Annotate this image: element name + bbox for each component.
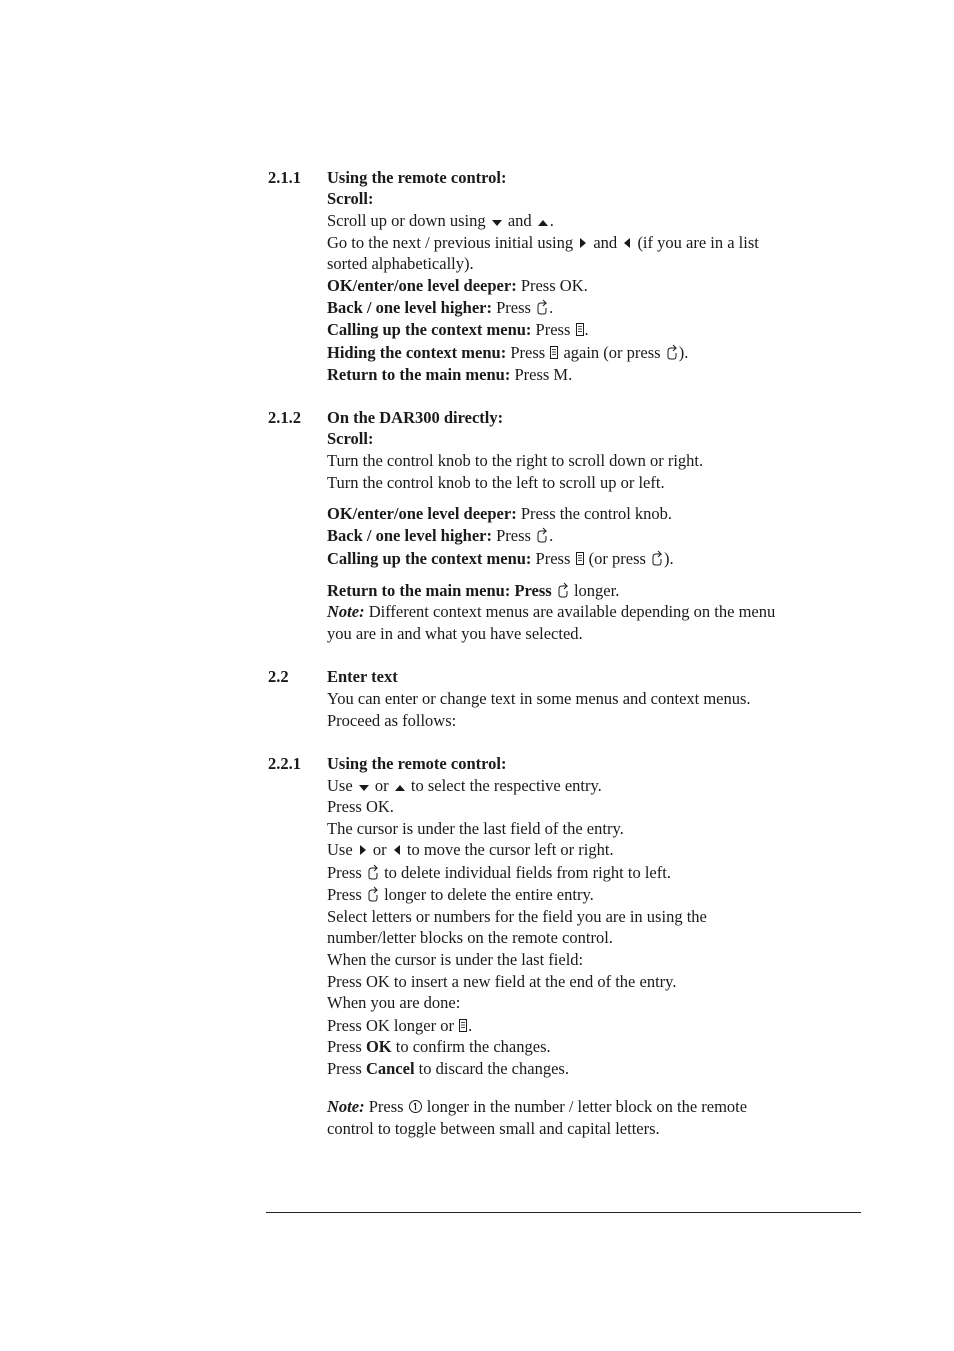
note-text: Different context menus are available depending on the menu — [368, 602, 776, 621]
main-end: longer. — [573, 581, 620, 600]
triangle-left-icon — [391, 843, 403, 857]
sorted-line: sorted alphabetically). — [327, 254, 474, 273]
select-letters-line: Select letters or numbers for the field you are in using the — [327, 907, 707, 926]
scroll-label: Scroll: — [327, 189, 374, 208]
ok-line — [327, 276, 588, 296]
section-heading — [327, 754, 506, 774]
main-text: Press M. — [514, 365, 573, 384]
hide-label: Hiding the context menu: — [327, 343, 507, 362]
ok-longer-text: Press OK longer or — [327, 1016, 454, 1035]
heading-text: On the DAR300 directly: — [327, 408, 504, 427]
press-text: Press — [496, 298, 531, 317]
back-hand-icon — [556, 582, 570, 598]
period: . — [549, 526, 554, 545]
main-menu-line — [327, 581, 619, 601]
back-hand-icon — [366, 864, 380, 880]
note-line-2: control to toggle between small and capital letters. — [327, 1119, 660, 1138]
or-text: or — [374, 776, 389, 795]
context-mid: (or press — [588, 549, 646, 568]
ok-label: OK/enter/one level deeper: — [327, 504, 517, 523]
ok-text: Press the control knob. — [520, 504, 673, 523]
select-entry-line — [327, 776, 602, 796]
and-text: and — [593, 233, 618, 252]
press-text: Press — [535, 320, 571, 339]
confirm-line — [327, 1037, 551, 1057]
scroll-label-line — [327, 429, 373, 449]
delete-fields-line — [327, 863, 671, 883]
delete-entry-line — [327, 885, 594, 905]
context-line — [327, 320, 589, 340]
context-menu-icon — [549, 345, 559, 360]
press-ok-line: Press OK. — [327, 797, 394, 816]
main-menu-line — [327, 365, 572, 385]
footer-rule — [266, 1212, 861, 1213]
note-line — [327, 1097, 747, 1117]
scroll-text: Scroll up or down using — [327, 211, 486, 230]
triangle-up-icon — [536, 218, 550, 228]
context-menu-icon — [458, 1018, 468, 1033]
hide-context-line — [327, 343, 688, 363]
discard-line — [327, 1059, 569, 1079]
select-end: to select the respective entry. — [410, 776, 602, 795]
back-hand-icon — [366, 886, 380, 902]
cancel-word: Cancel — [365, 1059, 415, 1078]
confirm-text: to confirm the changes. — [395, 1037, 551, 1056]
section-number: 2.1.1 — [268, 168, 301, 187]
heading-text: Using the remote control: — [327, 168, 507, 187]
section-heading — [327, 168, 506, 188]
use-text: Use — [327, 776, 353, 795]
press-text: Press — [496, 526, 531, 545]
context-menu-icon — [575, 322, 585, 337]
delete-entry-text: longer to delete the entire entry. — [384, 885, 594, 904]
press-text: Press — [510, 343, 546, 362]
insert-line: Press OK to insert a new field at the end of the entry. — [327, 972, 677, 991]
section-heading — [327, 408, 503, 428]
section-heading — [327, 667, 398, 687]
period: . — [549, 298, 554, 317]
heading-text: Enter text — [327, 667, 398, 686]
back-line — [327, 298, 553, 318]
heading-text: Using the remote control: — [327, 754, 507, 773]
press-text: Press — [368, 1097, 404, 1116]
note-label: Note: — [327, 602, 365, 621]
select-letters-line-2: number/letter blocks on the remote control. — [327, 928, 613, 947]
section-number: 2.2.1 — [268, 754, 301, 773]
section-number: 2.1.2 — [268, 408, 301, 427]
delete-fields-text: to delete individual fields from right to left. — [384, 863, 671, 882]
hide-end: ). — [678, 343, 689, 362]
note-line-2: you are in and what you have selected. — [327, 624, 583, 643]
back-line — [327, 526, 553, 546]
when-cursor-line: When the cursor is under the last field: — [327, 950, 584, 969]
use-text: Use — [327, 840, 353, 859]
note-text: longer in the number / letter block on the remote — [426, 1097, 748, 1116]
period: . — [468, 1016, 473, 1035]
note-line — [327, 602, 775, 622]
back-hand-icon — [650, 550, 664, 566]
press-text: Press — [327, 1037, 362, 1056]
intro-line: You can enter or change text in some menus and context menus. — [327, 689, 751, 708]
scroll-line — [327, 211, 554, 231]
ok-text: Press OK. — [520, 276, 588, 295]
back-hand-icon — [535, 299, 549, 315]
context-label: Calling up the context menu: — [327, 549, 532, 568]
context-line — [327, 549, 674, 569]
context-label: Calling up the context menu: — [327, 320, 532, 339]
back-hand-icon — [665, 344, 679, 360]
intro-line-2: Proceed as follows: — [327, 711, 457, 730]
triangle-right-icon — [357, 843, 369, 857]
note-label: Note: — [327, 1097, 365, 1116]
context-menu-icon — [575, 551, 585, 566]
and-text: and — [507, 211, 532, 230]
circled-one-icon — [408, 1099, 423, 1114]
press-text: Press — [327, 863, 362, 882]
back-hand-icon — [535, 527, 549, 543]
next-text: Go to the next / previous initial using — [327, 233, 574, 252]
next-text-end: (if you are in a list — [637, 233, 759, 252]
triangle-down-icon — [357, 783, 371, 793]
turn-left-line: Turn the control knob to the left to scroll up or left. — [327, 473, 665, 492]
hide-mid: again (or press — [563, 343, 661, 362]
back-label: Back / one level higher: — [327, 298, 492, 317]
ok-longer-line — [327, 1016, 472, 1036]
back-label: Back / one level higher: — [327, 526, 492, 545]
main-label: Return to the main menu: Press — [327, 581, 552, 600]
triangle-up-icon — [393, 783, 407, 793]
turn-right-line: Turn the control knob to the right to scroll down or right. — [327, 451, 704, 470]
discard-text: to discard the changes. — [418, 1059, 569, 1078]
triangle-down-icon — [490, 218, 504, 228]
triangle-left-icon — [621, 236, 633, 250]
move-end: to move the cursor left or right. — [406, 840, 614, 859]
context-end: ). — [664, 549, 674, 568]
ok-word: OK — [365, 1037, 392, 1056]
move-cursor-line — [327, 840, 614, 860]
when-done-line: When you are done: — [327, 993, 461, 1012]
period: . — [549, 211, 554, 230]
press-text: Press — [535, 549, 571, 568]
scroll-label-line — [327, 189, 373, 209]
or-text: or — [372, 840, 387, 859]
ok-label: OK/enter/one level deeper: — [327, 276, 517, 295]
cursor-line: The cursor is under the last field of the entry. — [327, 819, 624, 838]
period: . — [584, 320, 589, 339]
press-text: Press — [327, 1059, 362, 1078]
section-number: 2.2 — [268, 667, 289, 686]
ok-line — [327, 504, 672, 524]
scroll-label: Scroll: — [327, 429, 374, 448]
main-label: Return to the main menu: — [327, 365, 511, 384]
press-text: Press — [327, 885, 362, 904]
next-initial-line — [327, 233, 759, 253]
triangle-right-icon — [577, 236, 589, 250]
